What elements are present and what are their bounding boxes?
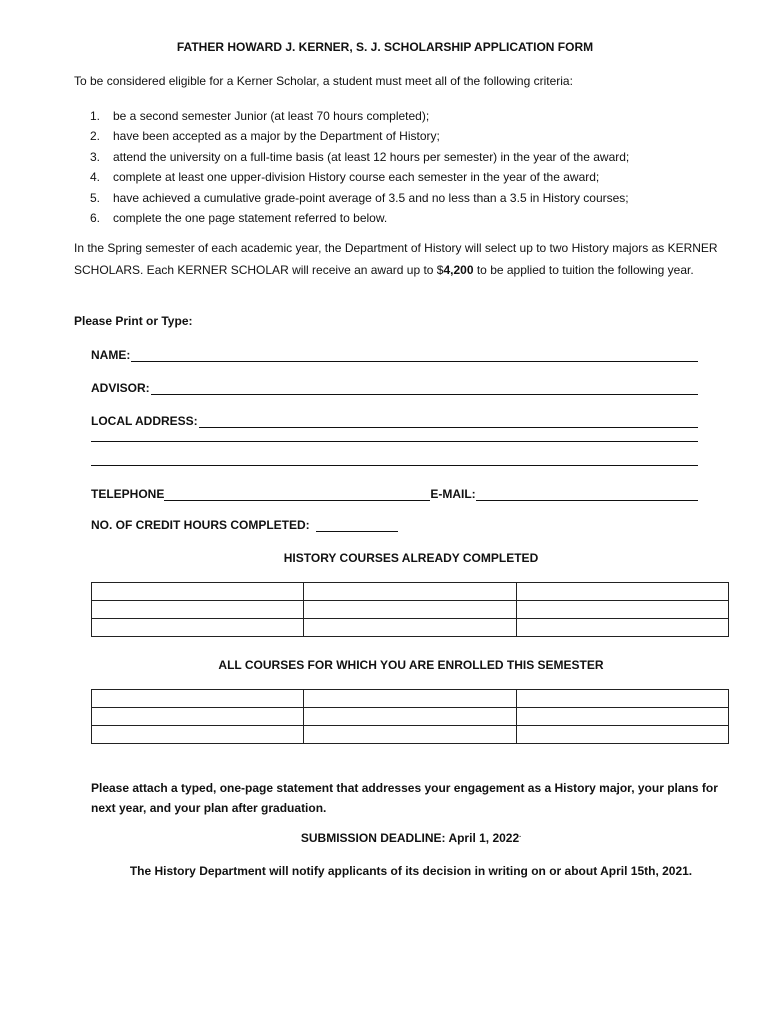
table-cell[interactable] [516, 619, 728, 637]
advisor-line[interactable] [151, 382, 698, 395]
table-row [92, 726, 729, 744]
advisor-field[interactable] [91, 379, 698, 395]
criteria-text: have been accepted as a major by the Department of History; [113, 129, 440, 144]
table-cell[interactable] [92, 690, 304, 708]
criteria-number: 2. [90, 129, 101, 144]
address-line-2[interactable] [91, 441, 698, 442]
name-field[interactable] [91, 346, 698, 362]
deadline-mark: . [519, 832, 522, 839]
local-address-field[interactable] [91, 412, 698, 428]
criteria-text: be a second semester Junior (at least 70 hours completed); [113, 109, 430, 123]
table-cell[interactable] [304, 583, 516, 601]
credit-hours-label: NO. OF CREDIT HOURS COMPLETED: [91, 518, 310, 532]
table-cell[interactable] [304, 690, 516, 708]
table-cell[interactable] [92, 708, 304, 726]
criteria-item [74, 167, 629, 187]
criteria-number: 6. [90, 210, 101, 225]
table-cell[interactable] [92, 726, 304, 744]
criteria-text: complete the one page statement referred to below. [113, 210, 388, 225]
table-row [92, 690, 729, 708]
credit-hours-line[interactable] [316, 519, 398, 532]
criteria-number: 4. [90, 170, 101, 185]
enrolled-courses-title: ALL COURSES FOR WHICH YOU ARE ENROLLED THIS SEMESTER [218, 658, 604, 672]
award-paragraph [74, 238, 734, 281]
notification-note: The History Department will notify applicants of its decision in writing on or about April 15th, 2021. [129, 864, 693, 878]
table-cell[interactable] [304, 708, 516, 726]
history-courses-title: HISTORY COURSES ALREADY COMPLETED [283, 551, 539, 565]
award-text-before: In the Spring semester of each academic year, the Department of History will select up to two History majors as KERNER SCHOLARS. Each KERNER SCHOLAR will receive an award up to $ [74, 241, 718, 277]
telephone-label: TELEPHONE [91, 487, 165, 501]
table-cell[interactable] [516, 601, 728, 619]
statement-instruction: Please attach a typed, one-page statement that addresses your engagement as a History major, your plans for next year, and your plan after graduation. [91, 781, 718, 815]
address-line-3[interactable] [91, 465, 698, 466]
table-cell[interactable] [92, 583, 304, 601]
email-line[interactable] [476, 488, 698, 501]
telephone-line[interactable] [164, 488, 430, 501]
name-line[interactable] [131, 349, 698, 362]
table-cell[interactable] [304, 619, 516, 637]
table-cell[interactable] [304, 601, 516, 619]
table-row [92, 601, 729, 619]
criteria-item [74, 126, 629, 146]
criteria-item [74, 208, 629, 228]
award-amount: 4,200 [443, 262, 474, 277]
eligibility-intro: To be considered eligible for a Kerner Scholar, a student must meet all of the following criteria: [74, 74, 573, 88]
table-cell[interactable] [516, 726, 728, 744]
credit-hours-field[interactable] [91, 518, 398, 532]
submission-deadline [0, 831, 770, 845]
print-instruction: Please Print or Type: [74, 314, 193, 328]
local-address-line[interactable] [199, 415, 698, 428]
table-row [92, 619, 729, 637]
table-cell[interactable] [516, 690, 728, 708]
criteria-number: 1. [90, 109, 101, 123]
criteria-number: 3. [90, 149, 101, 164]
table-cell[interactable] [304, 726, 516, 744]
form-title: FATHER HOWARD J. KERNER, S. J. SCHOLARSHIP APPLICATION FORM [176, 40, 594, 54]
criteria-number: 5. [90, 190, 101, 205]
criteria-list [74, 106, 629, 228]
criteria-text: complete at least one upper-division History course each semester in the year of the award; [113, 170, 600, 185]
local-address-label: LOCAL ADDRESS: [91, 414, 198, 428]
table-cell[interactable] [92, 619, 304, 637]
table-row [92, 583, 729, 601]
criteria-item [74, 147, 629, 167]
advisor-label: ADVISOR: [91, 381, 150, 395]
table-cell[interactable] [516, 708, 728, 726]
criteria-item [74, 188, 629, 208]
table-cell[interactable] [516, 583, 728, 601]
enrolled-courses-table [91, 689, 729, 744]
table-row [92, 708, 729, 726]
name-label: NAME: [91, 348, 131, 362]
email-label: E-MAIL: [430, 487, 476, 501]
contact-row [91, 485, 698, 501]
criteria-text: attend the university on a full-time basis (at least 12 hours per semester) in the year of the award; [113, 149, 630, 164]
criteria-item [74, 106, 629, 126]
table-cell[interactable] [92, 601, 304, 619]
history-courses-table [91, 582, 729, 637]
deadline-text: SUBMISSION DEADLINE: April 1, 2022 [300, 831, 520, 845]
criteria-text: have achieved a cumulative grade-point average of 3.5 and no less than a 3.5 in History courses; [113, 190, 629, 205]
award-text-after: to be applied to tuition the following year. [473, 262, 694, 277]
